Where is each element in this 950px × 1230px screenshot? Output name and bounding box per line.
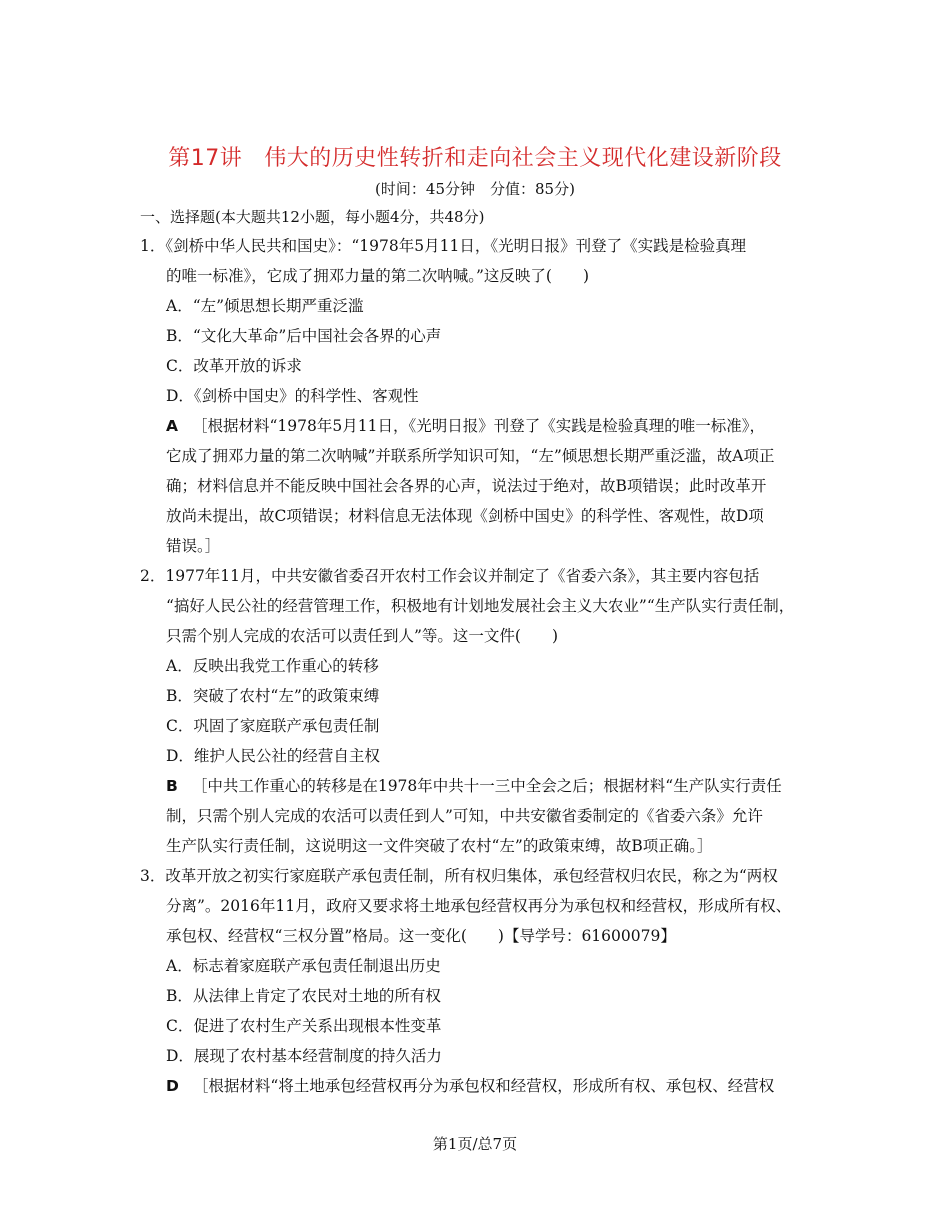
question-1-stem: 1．《剑桥中华人民共和国史》：“1978年5月11日，《光明日报》刊登了《实践是检验真理 <box>140 237 747 255</box>
question-3-stem-cont: 承包权、经营权“三权分置”格局。这一变化( )【导学号：61600079】 <box>166 927 676 945</box>
question-3-option-c: C．促进了农村生产关系出现根本性变革 <box>166 1017 442 1035</box>
section-heading: 一、选择题(本大题共12小题，每小题4分，共48分) <box>140 208 485 226</box>
question-2-stem-cont: “搞好人民公社的经营管理工作，积极地有计划地发展社会主义大农业”“生产队实行责任制， <box>166 597 795 615</box>
answer-key: D <box>166 1077 179 1095</box>
question-1-option-b: B．“文化大革命”后中国社会各界的心声 <box>166 327 442 345</box>
exam-info: (时间：45分钟 分值：85分) <box>375 180 575 198</box>
question-2-answer <box>166 776 782 796</box>
question-2-option-c: C．巩固了家庭联产承包责任制 <box>166 717 380 735</box>
answer-explanation-line: 生产队实行责任制，这说明这一文件突破了农村“左”的政策束缚，故B项正确。］ <box>166 837 713 855</box>
question-2-option-d: D．维护人民公社的经营自主权 <box>166 747 380 765</box>
answer-key: A <box>166 417 178 435</box>
question-3-option-d: D．展现了农村基本经营制度的持久活力 <box>166 1047 442 1065</box>
question-1-option-a: A．“左”倾思想长期严重泛滥 <box>166 297 364 315</box>
answer-explanation-line: 放尚未提出，故C项错误；材料信息无法体现《剑桥中国史》的科学性、客观性，故D项 <box>166 507 764 525</box>
question-2-option-b: B．突破了农村“左”的政策束缚 <box>166 687 380 705</box>
answer-explanation-line: 确；材料信息并不能反映中国社会各界的心声，说法过于绝对，故B项错误；此时改革开 <box>166 477 767 495</box>
question-1-option-c: C．改革开放的诉求 <box>166 357 302 375</box>
question-1-stem-cont: 的唯一标准》，它成了拥邓力量的第二次呐喊。”这反映了( ) <box>166 267 590 285</box>
question-3-stem-cont: 分离”。2016年11月，政府又要求将土地承包经营权再分为承包权和经营权，形成所有权、 <box>166 897 792 915</box>
page-title <box>0 141 950 172</box>
page-number: 第1页/总7页 <box>432 1135 518 1153</box>
answer-explanation-line: 错误。］ <box>166 537 221 555</box>
question-3-option-b: B．从法律上肯定了农民对土地的所有权 <box>166 987 441 1005</box>
answer-explanation: ［根据材料“将土地承包经营权再分为承包权和经营权，形成所有权、承包权、经营权 <box>192 1077 775 1095</box>
question-3-option-a: A．标志着家庭联产承包责任制退出历史 <box>166 957 441 975</box>
lesson-title: 伟大的历史性转折和走向社会主义现代化建设新阶段 <box>264 146 782 171</box>
question-2-stem-cont: 只需个别人完成的农活可以责任到人”等。这一文件( ) <box>166 627 559 645</box>
question-2-stem: 2．1977年11月，中共安徽省委召开农村工作会议并制定了《省委六条》，其主要内容包括 <box>140 567 760 585</box>
answer-explanation: ［中共工作重心的转移是在1978年中共十一三中全会之后；根据材料“生产队实行责任 <box>191 777 782 795</box>
question-3-answer <box>166 1076 774 1096</box>
answer-explanation-line: 它成了拥邓力量的第二次呐喊”并联系所学知识可知，“左”倾思想长期严重泛滥，故A项正 <box>166 447 775 465</box>
answer-key: B <box>166 777 178 795</box>
question-1-option-d: D．《剑桥中国史》的科学性、客观性 <box>166 387 419 405</box>
question-3-stem: 3．改革开放之初实行家庭联产承包责任制，所有权归集体，承包经营权归农民，称之为“两权 <box>140 867 778 885</box>
question-2-option-a: A．反映出我党工作重心的转移 <box>166 657 379 675</box>
answer-explanation-line: 制，只需个别人完成的农活可以责任到人”可知，中共安徽省委制定的《省委六条》允许 <box>166 807 763 825</box>
question-1-answer <box>166 416 765 436</box>
lesson-number: 第17讲 <box>168 146 243 171</box>
answer-explanation: ［根据材料“1978年5月11日，《光明日报》刊登了《实践是检验真理的唯一标准》， <box>192 417 765 435</box>
